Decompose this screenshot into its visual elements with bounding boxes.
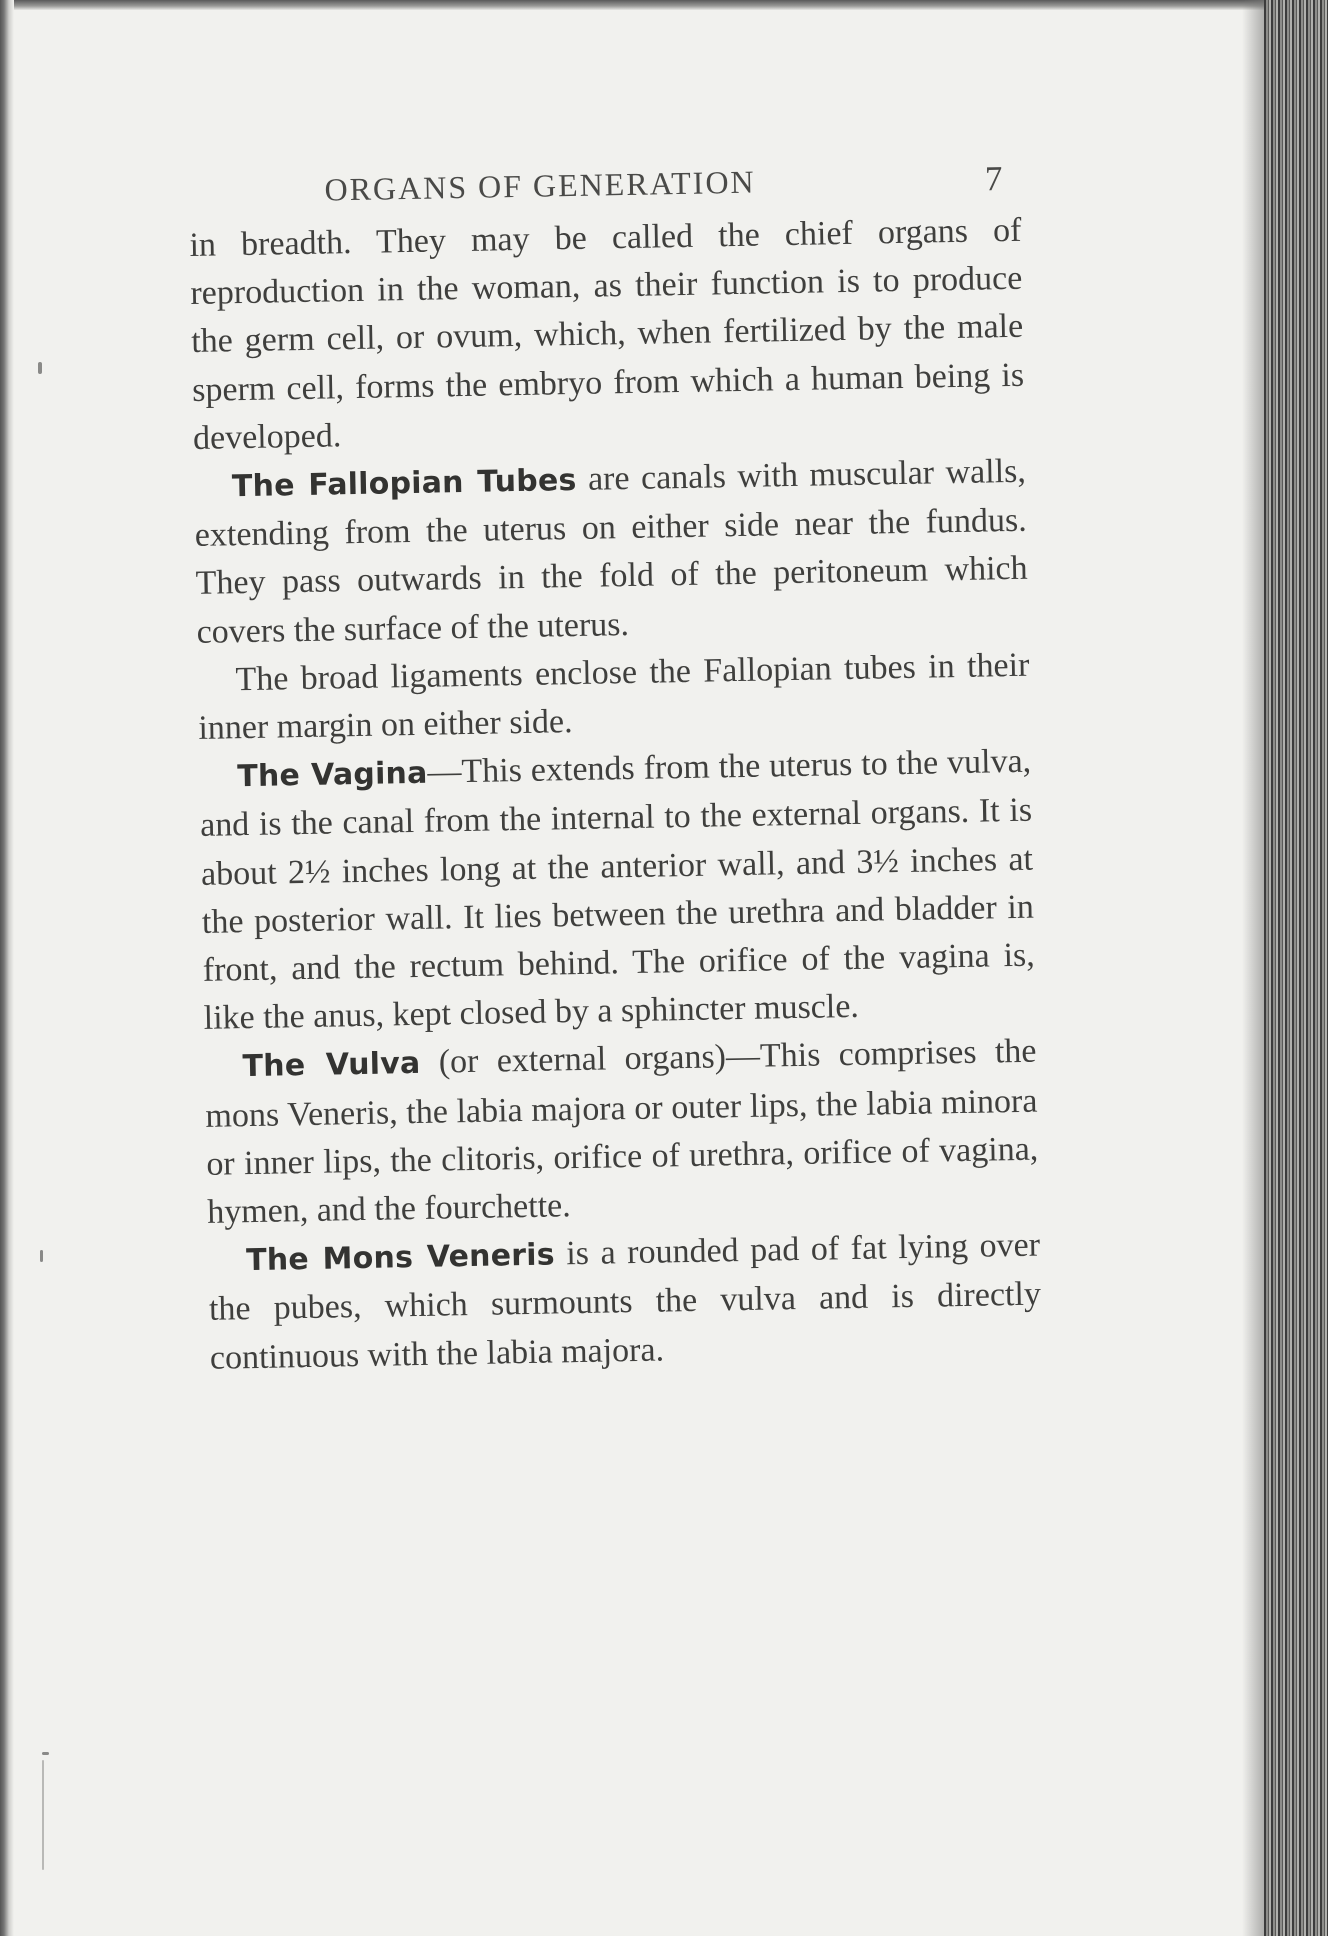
term-heading: The Fallopian Tubes xyxy=(231,462,577,505)
term-heading: The Vagina xyxy=(236,755,428,795)
scan-speck xyxy=(42,1760,44,1870)
scan-left-border xyxy=(0,0,14,1936)
text-block xyxy=(188,147,1042,1383)
page-number: 7 xyxy=(984,159,1005,199)
term-heading: The Mons Veneris xyxy=(245,1237,556,1279)
paragraph-text: (or external organs)—This comprises the mons Veneris, the labia majora or outer lips, the labia minora or inner lips, the clitoris, orifice of urethra, orifice of vagina, hymen, and the fourchette. xyxy=(205,1033,1039,1231)
paragraph-continuation xyxy=(189,207,1025,463)
paragraph-broad-ligaments xyxy=(197,641,1031,753)
paragraph-vagina xyxy=(199,738,1036,1043)
paragraph-text: is a rounded pad of fat lying over the pubes, which surmounts the vulva and is directly continuous with the labia majora. xyxy=(208,1226,1042,1377)
paragraph-text: The broad ligaments enclose the Fallopian tubes in their inner margin on either side. xyxy=(198,646,1030,747)
paragraph-text: in breadth. They may be called the chief organs of reproduction in the woman, as their function is to produce the germ cell, or ovum, which, when fertilized by the male sperm cell, forms the embryo from which a human being is developed. xyxy=(189,211,1025,457)
body-text xyxy=(189,207,1042,1383)
scan-speck xyxy=(42,1752,49,1755)
paragraph-text: —This extends from the uterus to the vulva, and is the canal from the internal to the external organs. It is about 2½ inches long at the anterior wall, and 3½ inches at the posterior wall. It lies between the urethra and bladder in front, and the rectum behind. The orifice of the vagina is, like the anus, kept closed by a sphincter muscle. xyxy=(199,742,1036,1038)
paragraph-vulva xyxy=(204,1028,1039,1237)
paragraph-mons-veneris xyxy=(208,1222,1043,1383)
scan-speck xyxy=(40,1250,43,1262)
running-head xyxy=(324,147,1005,219)
scan-top-border xyxy=(0,0,1290,10)
paragraph-fallopian-tubes xyxy=(194,448,1029,657)
book-page-edges xyxy=(1264,0,1328,1936)
term-heading: The Vulva xyxy=(242,1046,421,1085)
paragraph-text: are canals with muscular walls, extending from the uterus on either side near the fundus. They pass outwards in the fold of the peritoneum which covers the surface of the uterus. xyxy=(194,452,1028,651)
running-title: ORGANS OF GENERATION xyxy=(324,163,756,208)
scan-speck xyxy=(38,362,42,374)
